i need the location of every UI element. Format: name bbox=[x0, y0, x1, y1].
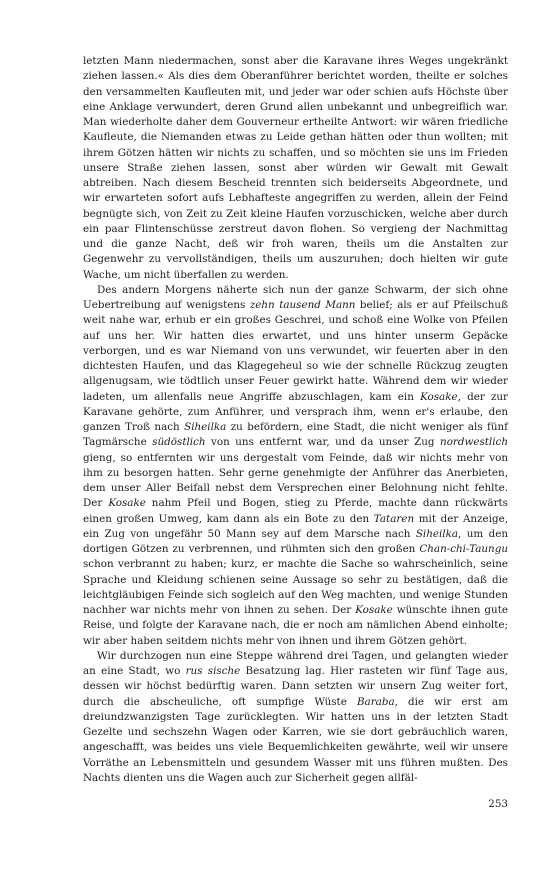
text-run: von uns entfernt war, und da unser Zug bbox=[205, 436, 441, 449]
italic-text: Siheilka bbox=[415, 527, 459, 540]
text-run: letzten Mann niedermachen, sonst aber die Karavane ihres Weges ungekränkt ziehen lassen.« Als dies dem Oberanführer berichtet worden, theilte er solches den versammelten Kaufleuten mit, und jeder war oder schien aufs Höchste über eine Anklage verwundert, deren Grund allen unbekannt und unbegreiflich war. Man wiederholte daher dem Gouverneur ertheilte Antwort: wir wären friedliche Kaufleute, die Niemanden etwas zu Leide gethan hätten oder thun wollten; mit ihrem Götzen hätten wir nichts zu schaffen, und so möchten sie uns im Frieden unsere Straße ziehen lassen, sonst aber würden wir Gewalt mit Gewalt abtreiben. Nach diesem Bescheid trennten sich beiderseits Abgeordnete, und wir erwarteten sofort aufs Lebhafteste angegriffen zu werden, allein der Feind begnügte sich, von Zeit zu Zeit kleine Haufen vorzuschicken, welche aber durch ein paar Flintenschüsse zerstreut davon flohen. So vergieng der Nachmittag und die ganze Nacht, deß wir froh waren, theils um die Anstalten zur Gegenwehr zu vervollständigen, theils um auszuruhen; doch hielten wir gute Wache, um nicht überfallen zu werden. bbox=[83, 55, 508, 281]
italic-text: Siheilka bbox=[184, 421, 227, 433]
italic-text: nordwestlich bbox=[440, 436, 508, 449]
italic-text: Chan-chi-Taungu bbox=[419, 543, 508, 555]
italic-text: Kosake bbox=[420, 390, 458, 403]
italic-text: Baraba bbox=[356, 695, 395, 708]
text-run: wünschte ihnen gute Reise, und folgte der Karavane nach, die er noch am nämlichen Abend einholte; wir aber haben seitdem nichts mehr von ihnen und ihrem Götzen gehört. bbox=[83, 604, 508, 647]
italic-text: zehn tausend Mann bbox=[249, 299, 356, 311]
italic-text: Kosake bbox=[355, 604, 393, 616]
text-run: mit der Anzeige, ein Zug von ungefähr 50 Mann sey auf dem Marsche nach bbox=[83, 512, 508, 540]
text-run: schon verbrannt zu haben; kurz, er machte die Sache so wahrscheinlich, seine Sprache und Kleidung schienen seine Aussage so sehr zu bestätigen, daß die leichtgläubigen Feinde sich sogleich auf den Weg machten, und wenige Stunden nachher war nichts mehr von ihnen zu sehen. Der bbox=[83, 558, 508, 616]
italic-text: Kosake bbox=[108, 497, 146, 510]
italic-text: südöstlich bbox=[152, 436, 206, 449]
paragraph bbox=[83, 283, 508, 649]
text-run: Wir durchzogen nun eine Steppe während drei Tagen, und gelangten wieder an eine Stadt, wo bbox=[83, 649, 508, 677]
text-run: Besatzung lag. Hier rasteten wir fünf Tage aus, dessen wir höchst bedürftig waren. Dann setzten wir unsern Zug weiter fort, durch die abscheuliche, oft sumpfige Wüste bbox=[83, 665, 508, 708]
body-text bbox=[83, 54, 508, 786]
page-number: 253 bbox=[488, 798, 508, 810]
text-run: zu befördern, eine Stadt, die nicht weniger als fünf Tagmärsche bbox=[83, 421, 509, 449]
text-run: belief; als er auf Pfeilschuß weit nahe war, erhub er ein großes Geschrei, und schoß eine Wolke von Pfeilen auf uns her. Wir hatten dies erwartet, und uns hinter unserm Gepäcke verborgen, und es war Niemand von uns verwundet, wir feuerten aber in den dichtesten Haufen, und das Klagegeheul so wie der schnelle Rückzug zeugten allgenugsam, wie tödtlich unser Feuer gewirkt hatte. Während dem wir wieder ladeten, um allenfalls neue Angriffe abzuschlagen, kam ein bbox=[83, 299, 508, 403]
paragraph bbox=[83, 649, 508, 786]
text-run: gieng, so entfernten wir uns dergestalt vom Feinde, daß wir nichts mehr von ihm zu besorgen hatten. Sehr gerne genehmigte der Anführer das Anerbieten, dem unser Aller Beifall nebst dem Versprechen einer Belohnung nicht fehlte. Der bbox=[83, 451, 508, 510]
paragraph bbox=[83, 54, 508, 283]
text-run: nahm Pfeil und Bogen, stieg zu Pferde, machte dann rückwärts einen großen Umweg, kam dann als ein Bote zu den bbox=[83, 497, 508, 525]
italic-text: Tataren bbox=[373, 512, 415, 525]
text-run: , um den dortigen Götzen zu verbrennen, und rühmten sich den großen bbox=[83, 527, 508, 555]
text-run: , die wir erst am dreiundzwanzigsten Tage zurücklegten. Wir hatten uns in der letzten Stadt Gezelte und sechszehn Wagen oder Karren, wie sie dort gebräuchlich waren, angeschafft, was beides uns viele Bequemlichkeiten gewährte, weil wir unsere Vorräthe an Lebensmitteln und gesundem Wasser mit uns führen mußten. Des Nachts dienten uns die Wagen auch zur Sicherheit gegen allfäl- bbox=[83, 695, 509, 784]
italic-text: rus sische bbox=[185, 665, 241, 677]
text-run: , der zur Karavane gehörte, zum Anführer, und versprach ihm, wenn er's erlaube, den ganzen Troß nach bbox=[83, 390, 509, 433]
text-run: Des andern Morgens näherte sich nun der ganze Schwarm, der sich ohne Uebertreibung auf wenigstens bbox=[83, 283, 508, 311]
